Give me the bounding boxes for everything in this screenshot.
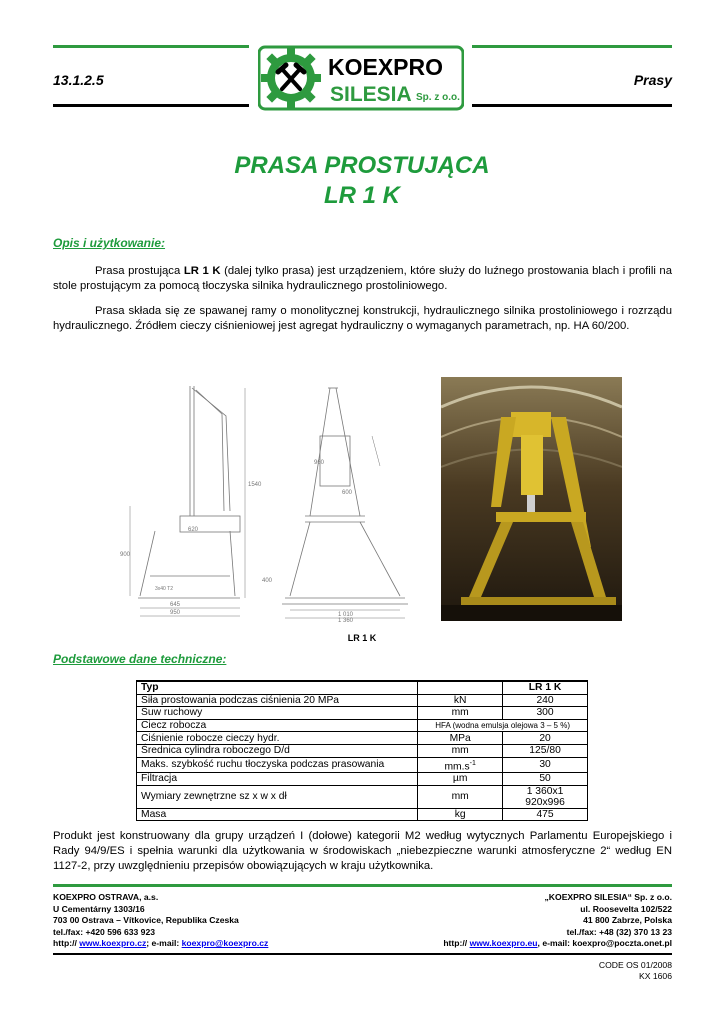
svg-text:960: 960	[314, 460, 325, 466]
technical-drawing	[110, 376, 430, 622]
svg-text:900: 900	[120, 552, 131, 558]
product-title: PRASA PROSTUJĄCA	[234, 152, 490, 179]
description-paragraph-1: Prasa prostująca LR 1 K (dalej tylko prasa) jest urządzeniem, które służy do luźnego prostowania blach i profili na stole prostującym za pomocą tłoczyska silnika hydraulicznego prostoliniowego.	[53, 265, 672, 292]
svg-text:1540: 1540	[248, 482, 262, 488]
description-paragraph-2: Prasa składa się ze spawanej ramy o monolitycznej konstrukcji, hydraulicznego silnika prostoliniowego i rozrządu hydraulicznego. Źródłem cieczy ciśnieniowej jest agregat hydrauliczny o wymaganych parametrach, np. HA 60/200.	[53, 305, 672, 332]
specs-header-model: LR 1 K	[503, 681, 588, 694]
table-row: Suw ruchowy mm 300	[137, 707, 588, 720]
table-row: Masa kg 475	[137, 808, 588, 821]
footer-left-address: KOEXPRO OSTRAVA, a.s. U Cementárny 1303/16 703 00 Ostrava – Vítkovice, Republika Czeska tel./fax: +420 596 633 923 http:// www.koexpro.cz; e-mail: koexpro@koexpro.cz	[53, 892, 269, 948]
table-row: Ciśnienie robocze cieczy hydr. MPa 20	[137, 732, 588, 745]
svg-text:400: 400	[262, 578, 273, 584]
table-row: Wymiary zewnętrzne sz x w x dł mm 1 360x1 920x996	[137, 785, 588, 808]
table-row: Siła prostowania podczas ciśnienia 20 MPa kN 240	[137, 694, 588, 707]
document-number: 13.1.2.5	[53, 72, 104, 88]
document-category: Prasy	[633, 72, 672, 88]
footer-rule-bottom	[53, 953, 672, 955]
specs-header-unit	[418, 681, 503, 694]
svg-text:SILESIA: SILESIA	[330, 83, 412, 106]
document-code: CODE OS 01/2008 KX 1606	[598, 960, 672, 981]
header-rule-left-top	[53, 45, 249, 48]
specs-table	[136, 680, 588, 821]
certification-paragraph: Produkt jest konstruowany dla grupy urządzeń I (dołowe) kategorii M2 według wytycznych Parlamentu Europejskiego i Rady 94/9/ES i spełnia warunki dla użytkowania w środowiskach „niebezpieczne warunki atmosferyczne 2“ według EN 1127-2, przy uwzględnieniu przepisów obowiązujących w kraju użytkownika.	[53, 830, 672, 872]
svg-text:600: 600	[342, 490, 353, 496]
header-rule-right-bottom	[472, 104, 672, 107]
svg-text:950: 950	[170, 610, 181, 616]
header-rule-left-bottom	[53, 104, 249, 107]
table-row: Maks. szybkość ruchu tłoczyska podczas prasowania $mm.s^{-1}$ 30	[137, 757, 588, 772]
svg-text:620: 620	[188, 527, 199, 533]
koexpro-cz-link[interactable]: www.koexpro.cz	[79, 938, 147, 948]
koexpro-cz-email-link[interactable]: koexpro@koexpro.cz	[181, 938, 269, 948]
table-row: Średnica cylindra roboczego D/d mm 125/80	[137, 744, 588, 757]
company-logo	[258, 45, 464, 111]
svg-text:Sp. z o.o.: Sp. z o.o.	[416, 92, 460, 103]
table-row: Ciecz robocza HFA (wodna emulsja olejowa 3 – 5 %)	[137, 719, 588, 732]
svg-text:1 360: 1 360	[338, 618, 354, 622]
description-heading: Opis i użytkowanie:	[53, 236, 166, 250]
specs-heading: Podstawowe dane techniczne:	[53, 652, 227, 666]
svg-text:645: 645	[170, 602, 181, 608]
specs-header-param: Typ	[137, 681, 418, 694]
svg-text:KOEXPRO: KOEXPRO	[328, 54, 444, 80]
product-model-title: LR 1 K	[323, 182, 400, 209]
footer-right-address: „KOEXPRO SILESIA“ Sp. z o.o. ul. Roosevelta 102/522 41 800 Zabrze, Polska tel./fax: +48 (32) 370 13 23 http:// www.koexpro.eu, e-mail: koexpro@poczta.onet.pl	[443, 892, 672, 948]
header-rule-right-top	[472, 45, 672, 48]
footer-rule-top	[53, 884, 672, 887]
svg-text:1 010: 1 010	[338, 612, 354, 618]
press-photo	[441, 377, 622, 621]
table-row: Filtracja µm 50	[137, 772, 588, 785]
koexpro-eu-link[interactable]: www.koexpro.eu	[469, 938, 538, 948]
figure-caption: LR 1 K	[347, 633, 377, 643]
svg-text:3x40 T2: 3x40 T2	[155, 586, 173, 592]
specs-header-row	[137, 681, 588, 694]
